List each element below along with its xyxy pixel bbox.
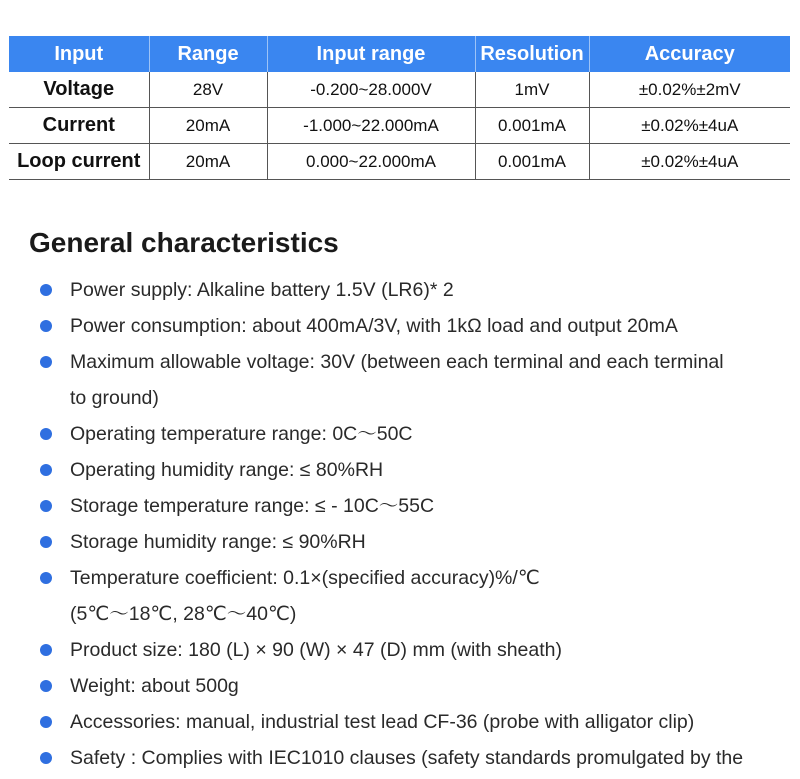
cell-range: 28V [149, 72, 267, 108]
spec-table [9, 36, 790, 180]
cell-input: Loop current [9, 144, 149, 180]
cell-input-range: 0.000~22.000mA [267, 144, 475, 180]
list-item-text: Storage temperature range: ≤ - 10C～55C [70, 495, 435, 517]
cell-resolution: 0.001mA [475, 108, 589, 144]
list-item-text: Storage humidity range: ≤ 90%RH [70, 531, 366, 553]
bullet-dot-icon [40, 284, 52, 296]
bullet-dot-icon [40, 356, 52, 368]
spec-table-header-row [9, 36, 790, 72]
bullet-dot-icon [40, 572, 52, 584]
list-item [0, 668, 800, 704]
list-item-text: Accessories: manual, industrial test lead CF-36 (probe with alligator clip) [70, 711, 695, 733]
cell-accuracy: ±0.02%±2mV [589, 72, 790, 108]
list-item-text: Power supply: Alkaline battery 1.5V (LR6)* 2 [70, 279, 454, 301]
list-item [0, 452, 800, 488]
list-item-text: Product size: 180 (L) × 90 (W) × 47 (D) mm (with sheath) [70, 639, 562, 661]
cell-input-range: -1.000~22.000mA [267, 108, 475, 144]
table-row-loop-current [9, 144, 790, 180]
list-item [0, 560, 800, 632]
list-item [0, 308, 800, 344]
header-resolution: Resolution [475, 36, 589, 72]
list-item-text: Operating humidity range: ≤ 80%RH [70, 459, 384, 481]
list-item-text: Operating temperature range: 0C～50C [70, 423, 413, 445]
bullet-dot-icon [40, 464, 52, 476]
header-input-range: Input range [267, 36, 475, 72]
list-item [0, 632, 800, 668]
cell-accuracy: ±0.02%±4uA [589, 108, 790, 144]
list-item [0, 704, 800, 740]
bullet-dot-icon [40, 500, 52, 512]
characteristics-list [0, 272, 800, 776]
list-item [0, 344, 800, 416]
list-item-text: Weight: about 500g [70, 675, 239, 697]
cell-resolution: 0.001mA [475, 144, 589, 180]
cell-resolution: 1mV [475, 72, 589, 108]
header-range: Range [149, 36, 267, 72]
cell-accuracy: ±0.02%±4uA [589, 144, 790, 180]
table-row-voltage [9, 72, 790, 108]
table-row-current [9, 108, 790, 144]
section-title: General characteristics [29, 227, 339, 258]
list-item [0, 416, 800, 452]
cell-input: Current [9, 108, 149, 144]
bullet-dot-icon [40, 320, 52, 332]
cell-range: 20mA [149, 108, 267, 144]
bullet-dot-icon [40, 680, 52, 692]
list-item-text: Power consumption: about 400mA/3V, with 1kΩ load and output 20mA [70, 315, 678, 337]
bullet-dot-icon [40, 428, 52, 440]
list-item-text: Temperature coefficient: 0.1×(specified accuracy)%/℃ (5℃～18℃, 28℃～40℃) [70, 567, 540, 625]
bullet-dot-icon [40, 716, 52, 728]
header-input: Input [9, 36, 149, 72]
list-item [0, 272, 800, 308]
cell-range: 20mA [149, 144, 267, 180]
cell-input: Voltage [9, 72, 149, 108]
list-item [0, 488, 800, 524]
list-item-text: Safety : Complies with IEC1010 clauses (safety standards promulgated by the [70, 747, 744, 769]
cell-input-range: -0.200~28.000V [267, 72, 475, 108]
list-item [0, 524, 800, 560]
bullet-dot-icon [40, 644, 52, 656]
list-item-text: Maximum allowable voltage: 30V (between each terminal and each terminal to ground) [70, 351, 724, 409]
bullet-dot-icon [40, 752, 52, 764]
header-accuracy: Accuracy [589, 36, 790, 72]
bullet-dot-icon [40, 536, 52, 548]
list-item [0, 740, 800, 776]
